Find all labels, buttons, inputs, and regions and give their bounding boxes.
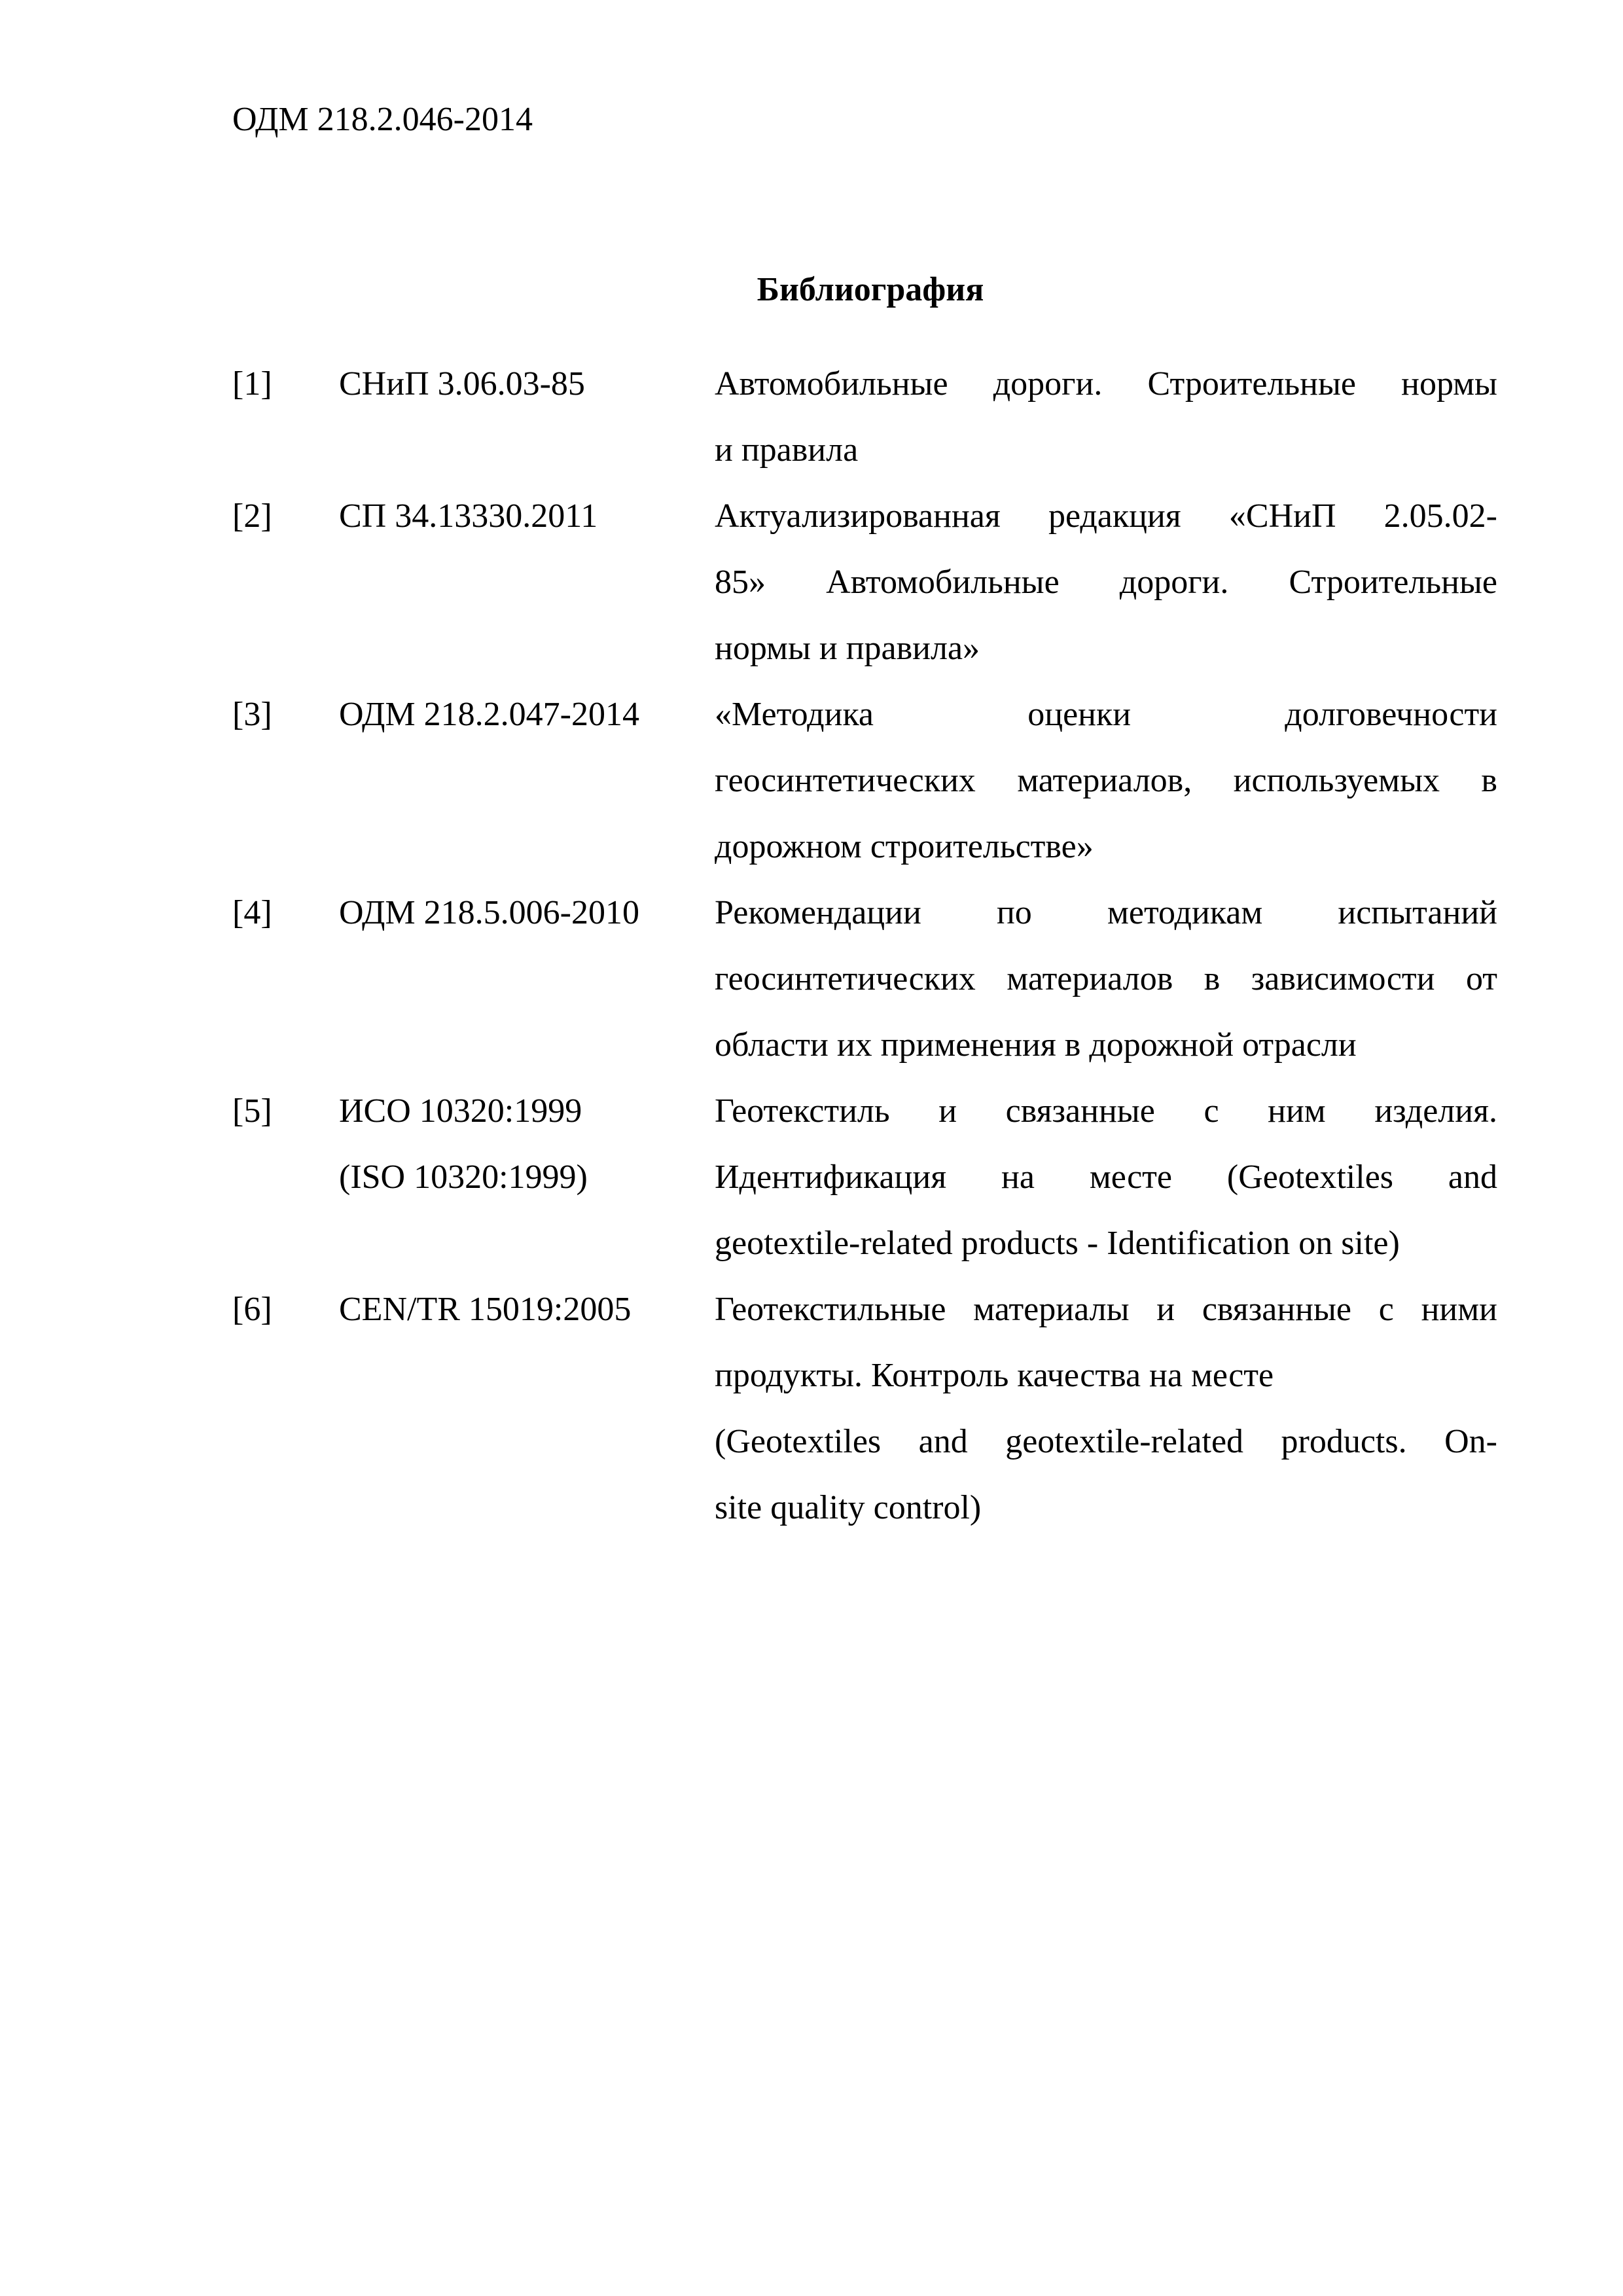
bibliography-entry	[232, 1078, 1497, 1276]
entry-title	[715, 880, 1497, 1078]
entry-number: [4]	[232, 894, 272, 931]
entry-title-line: геосинтетических материалов в зависимости от	[715, 960, 1497, 997]
entry-title-line: Геотекстиль и связанные с ним изделия.	[715, 1092, 1497, 1130]
entry-title-line: геосинтетических материалов, используемых в	[715, 762, 1497, 799]
entry-title-line: области их применения в дорожной отрасли	[715, 1026, 1357, 1064]
entry-code-line: ИСО 10320:1999	[339, 1092, 582, 1130]
entry-number: [5]	[232, 1092, 272, 1130]
entry-title-line: site quality control)	[715, 1489, 982, 1526]
entry-code-line: (ISO 10320:1999)	[339, 1158, 588, 1196]
bibliography-list	[232, 351, 1497, 1541]
entry-code: СНиП 3.06.03-85	[339, 365, 585, 403]
document-code: ОДМ 218.2.046-2014	[232, 101, 533, 138]
entry-title	[715, 1276, 1497, 1541]
entry-title	[715, 483, 1497, 681]
entry-title-line: Рекомендации по методикам испытаний	[715, 894, 1497, 931]
entry-title-line: Идентификация на месте (Geotextiles and	[715, 1158, 1497, 1196]
entry-code: ОДМ 218.2.047-2014	[339, 696, 639, 733]
entry-title-line: Актуализированная редакция «СНиП 2.05.02-	[715, 497, 1497, 535]
entry-title	[715, 1078, 1497, 1276]
entry-number: [1]	[232, 365, 272, 403]
entry-title-line: Геотекстильные материалы и связанные с ними	[715, 1291, 1497, 1328]
entry-code	[339, 1078, 588, 1210]
entry-title-line: «Методика оценки долговечности	[715, 696, 1497, 733]
entry-title-line: нормы и правила»	[715, 630, 980, 667]
entry-code: СП 34.13330.2011	[339, 497, 598, 535]
bibliography-entry	[232, 483, 1497, 681]
entry-title-line: дорожном строительстве»	[715, 828, 1094, 865]
entry-title-line: и правила	[715, 431, 859, 469]
entry-title-line: 85» Автомобильные дороги. Строительные	[715, 564, 1497, 601]
bibliography-entry	[232, 880, 1497, 1078]
bibliography-entry	[232, 1276, 1497, 1541]
entry-title	[715, 681, 1497, 880]
bibliography-entry	[232, 681, 1497, 880]
section-title: Библиография	[757, 271, 984, 308]
entry-code: CEN/TR 15019:2005	[339, 1291, 632, 1328]
entry-number: [2]	[232, 497, 272, 535]
entry-title-line: geotextile-related products - Identification on site)	[715, 1225, 1400, 1262]
entry-title-line: Автомобильные дороги. Строительные нормы	[715, 365, 1497, 403]
entry-code: ОДМ 218.5.006-2010	[339, 894, 639, 931]
entry-number: [3]	[232, 696, 272, 733]
entry-title-line: продукты. Контроль качества на месте	[715, 1357, 1274, 1394]
entry-title	[715, 351, 1497, 483]
entry-title-line: (Geotextiles and geotextile-related products. On-	[715, 1423, 1497, 1460]
bibliography-entry	[232, 351, 1497, 483]
entry-number: [6]	[232, 1291, 272, 1328]
